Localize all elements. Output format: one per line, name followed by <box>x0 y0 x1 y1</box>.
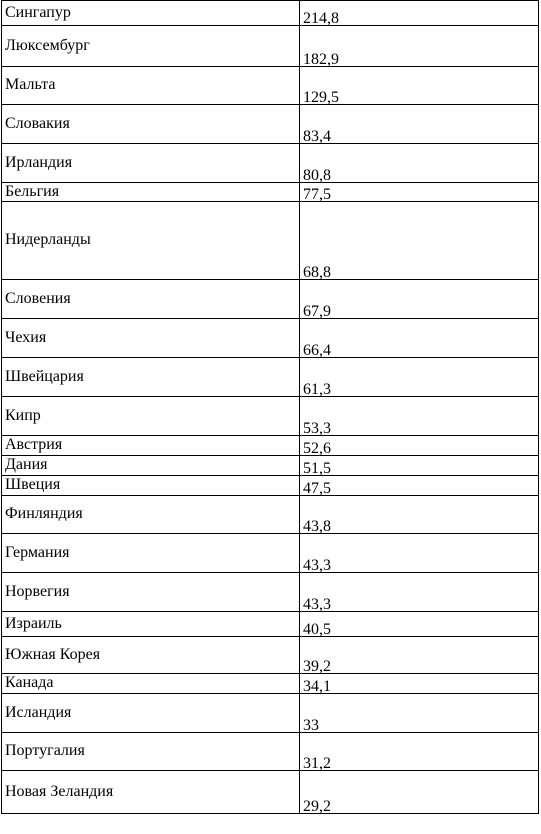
country-name: Исландия <box>5 703 72 721</box>
value-cell <box>300 397 539 436</box>
table-row <box>2 694 539 733</box>
value-cell <box>300 456 539 476</box>
value-cell <box>300 637 539 674</box>
value-number: 33 <box>303 717 319 734</box>
value-cell <box>300 476 539 496</box>
value-cell <box>300 319 539 358</box>
value-cell <box>300 612 539 637</box>
value-number: 40,5 <box>303 621 331 638</box>
country-cell <box>2 105 300 144</box>
country-cell <box>2 67 300 105</box>
country-cell <box>2 319 300 358</box>
value-cell <box>300 496 539 534</box>
table-row <box>2 733 539 771</box>
country-cell <box>2 144 300 183</box>
value-cell <box>300 674 539 694</box>
value-number: 31,2 <box>303 755 331 772</box>
table-row <box>2 319 539 358</box>
value-number: 52,6 <box>303 440 331 457</box>
table-row <box>2 612 539 637</box>
country-name: Сингапур <box>5 3 71 21</box>
country-cell <box>2 534 300 573</box>
value-number: 129,5 <box>303 89 339 106</box>
country-name: Швеция <box>5 476 61 493</box>
country-cell <box>2 26 300 67</box>
table-row <box>2 637 539 674</box>
value-number: 61,3 <box>303 381 331 398</box>
value-cell <box>300 202 539 280</box>
table-row <box>2 183 539 202</box>
table-row <box>2 358 539 397</box>
country-name: Новая Зеландия <box>5 782 114 800</box>
country-cell <box>2 1 300 26</box>
value-cell <box>300 183 539 202</box>
value-number: 53,3 <box>303 420 331 437</box>
value-number: 182,9 <box>303 51 339 68</box>
value-number: 214,8 <box>303 10 339 27</box>
value-cell <box>300 771 539 814</box>
value-number: 68,8 <box>303 264 331 281</box>
country-cell <box>2 674 300 694</box>
value-cell <box>300 105 539 144</box>
country-name: Словакия <box>5 114 70 132</box>
table-row <box>2 26 539 67</box>
country-name: Португалия <box>5 742 85 759</box>
table-row <box>2 397 539 436</box>
country-name: Кипр <box>5 406 41 424</box>
country-name: Канада <box>5 674 54 691</box>
country-name: Нидерланды <box>5 231 91 248</box>
value-number: 66,4 <box>303 342 331 359</box>
value-cell <box>300 694 539 733</box>
country-cell <box>2 280 300 319</box>
value-cell <box>300 436 539 456</box>
table-row <box>2 202 539 280</box>
value-cell <box>300 67 539 105</box>
country-name: Мальта <box>5 76 56 93</box>
value-cell <box>300 144 539 183</box>
value-number: 43,3 <box>303 557 331 574</box>
country-cell <box>2 202 300 280</box>
country-cell <box>2 637 300 674</box>
value-cell <box>300 26 539 67</box>
value-cell <box>300 280 539 319</box>
country-name: Германия <box>5 543 70 561</box>
table-body <box>2 1 539 814</box>
table-row <box>2 496 539 534</box>
country-cell <box>2 694 300 733</box>
value-cell <box>300 733 539 771</box>
country-cell <box>2 456 300 476</box>
table-row <box>2 771 539 814</box>
value-number: 77,5 <box>303 186 331 203</box>
country-name: Словения <box>5 289 71 307</box>
value-number: 39,2 <box>303 658 331 675</box>
value-number: 29,2 <box>303 798 331 815</box>
country-name: Дания <box>5 456 48 473</box>
value-number: 51,5 <box>303 460 331 477</box>
value-number: 34,1 <box>303 678 331 695</box>
table-row <box>2 573 539 612</box>
country-cell <box>2 612 300 637</box>
value-cell <box>300 534 539 573</box>
value-number: 67,9 <box>303 303 331 320</box>
country-name: Бельгия <box>5 182 60 200</box>
country-name: Чехия <box>5 328 47 346</box>
country-name: Норвегия <box>5 582 70 600</box>
table-row <box>2 105 539 144</box>
value-number: 83,4 <box>303 128 331 145</box>
country-cell <box>2 183 300 202</box>
country-cell <box>2 496 300 534</box>
country-values-table <box>1 0 539 814</box>
country-name: Люксембург <box>5 36 90 54</box>
value-number: 43,3 <box>303 596 331 613</box>
country-name: Австрия <box>5 436 63 453</box>
country-name: Швейцария <box>5 367 84 385</box>
table-row <box>2 67 539 105</box>
country-cell <box>2 397 300 436</box>
table-row <box>2 436 539 456</box>
value-number: 47,5 <box>303 480 331 497</box>
table-row <box>2 476 539 496</box>
country-name: Южная Корея <box>5 645 101 663</box>
table-row <box>2 534 539 573</box>
value-number: 80,8 <box>303 167 331 184</box>
value-number: 43,8 <box>303 518 331 535</box>
country-cell <box>2 358 300 397</box>
country-name: Финляндия <box>5 505 83 522</box>
value-cell <box>300 573 539 612</box>
table-row <box>2 456 539 476</box>
country-name: Израиль <box>5 614 62 632</box>
country-cell <box>2 573 300 612</box>
country-cell <box>2 733 300 771</box>
table-row <box>2 1 539 26</box>
value-cell <box>300 1 539 26</box>
value-cell <box>300 358 539 397</box>
table-row <box>2 674 539 694</box>
table-row <box>2 144 539 183</box>
country-cell <box>2 771 300 814</box>
country-name: Ирландия <box>5 153 73 171</box>
country-cell <box>2 476 300 496</box>
country-cell <box>2 436 300 456</box>
table-row <box>2 280 539 319</box>
